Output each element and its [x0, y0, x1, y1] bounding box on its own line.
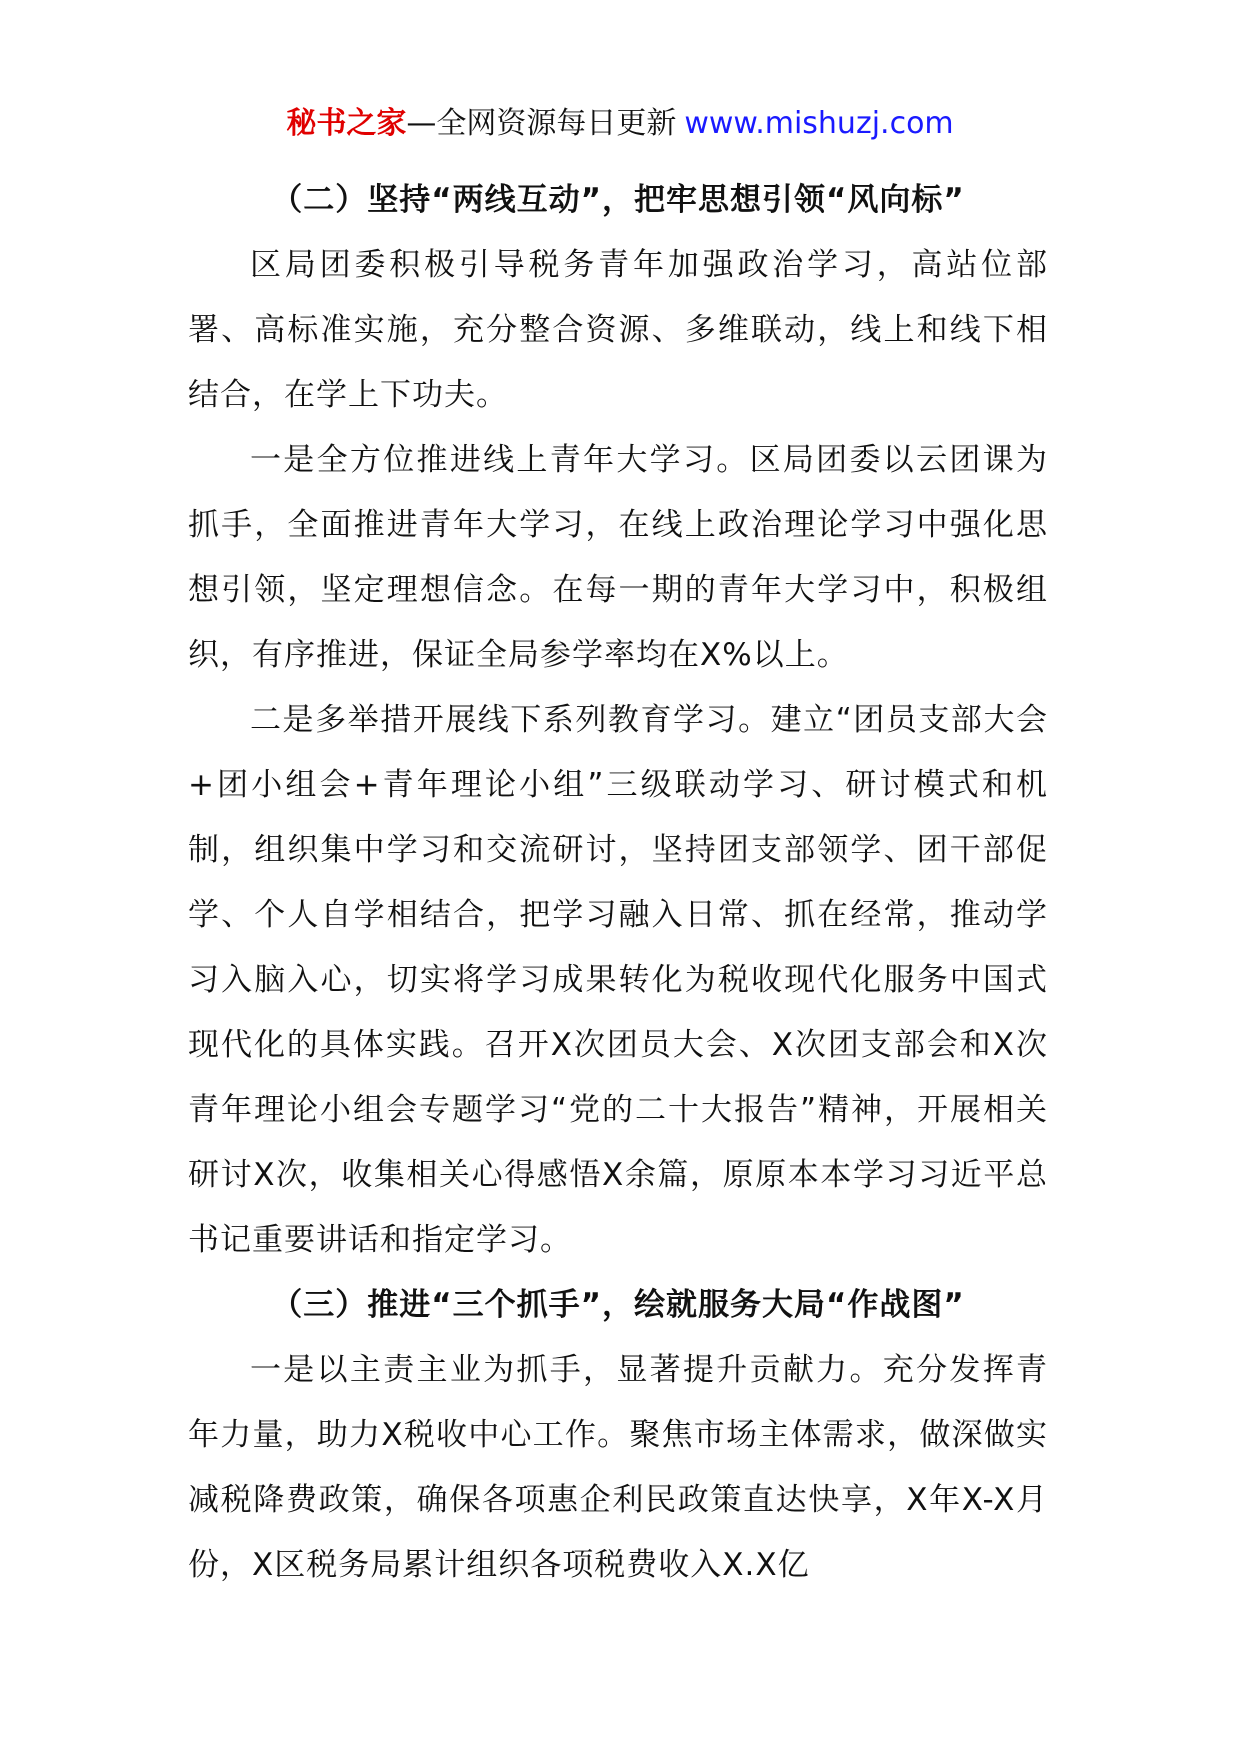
brand-name: 秘书之家 — [286, 106, 407, 141]
paragraph: 区局团委积极引导税务青年加强政治学习，高站位部署、高标准实施，充分整合资源、多维联动，线上和线下相结合，在学上下功夫。 — [188, 247, 1048, 413]
section-heading-3: （三）推进“三个抓手”，绘就服务大局“作战图” — [271, 1287, 965, 1323]
paragraph: 二是多举措开展线下系列教育学习。建立“团员支部大会+团小组会+青年理论小组”三级联动学习、研讨模式和机制，组织集中学习和交流研讨，坚持团支部领学、团干部促学、个人自学相结合，把学习融入日常、抓在经常，推动学习入脑入心，切实将学习成果转化为税收现代化服务中国式现代化的具体实践。召开X次团员大会、X次团支部会和X次青年理论小组会专题学习“党的二十大报告”精神，开展相关研讨X次，收集相关心得感悟X余篇，原原本本学习习近平总书记重要讲话和指定学习。 — [188, 702, 1048, 1258]
header-slogan: —全网资源每日更新 — [406, 106, 677, 141]
section-heading-2: （二）坚持“两线互动”，把牢思想引领“风向标” — [271, 182, 965, 218]
site-url-link[interactable]: www.mishuzj.com — [684, 106, 954, 141]
paragraph: 一是以主责主业为抓手，显著提升贡献力。充分发挥青年力量，助力X税收中心工作。聚焦市场主体需求，做深做实减税降费政策，确保各项惠企利民政策直达快享，X年X-X月份，X区税务局累计组织各项税费收入X.X亿 — [188, 1352, 1048, 1583]
paragraph: 一是全方位推进线上青年大学习。区局团委以云团课为抓手，全面推进青年大学习，在线上政治理论学习中强化思想引领，坚定理想信念。在每一期的青年大学习中，积极组织，有序推进，保证全局参学率均在X%以上。 — [188, 442, 1048, 673]
document-body — [188, 168, 1048, 1598]
site-header — [0, 104, 1240, 144]
